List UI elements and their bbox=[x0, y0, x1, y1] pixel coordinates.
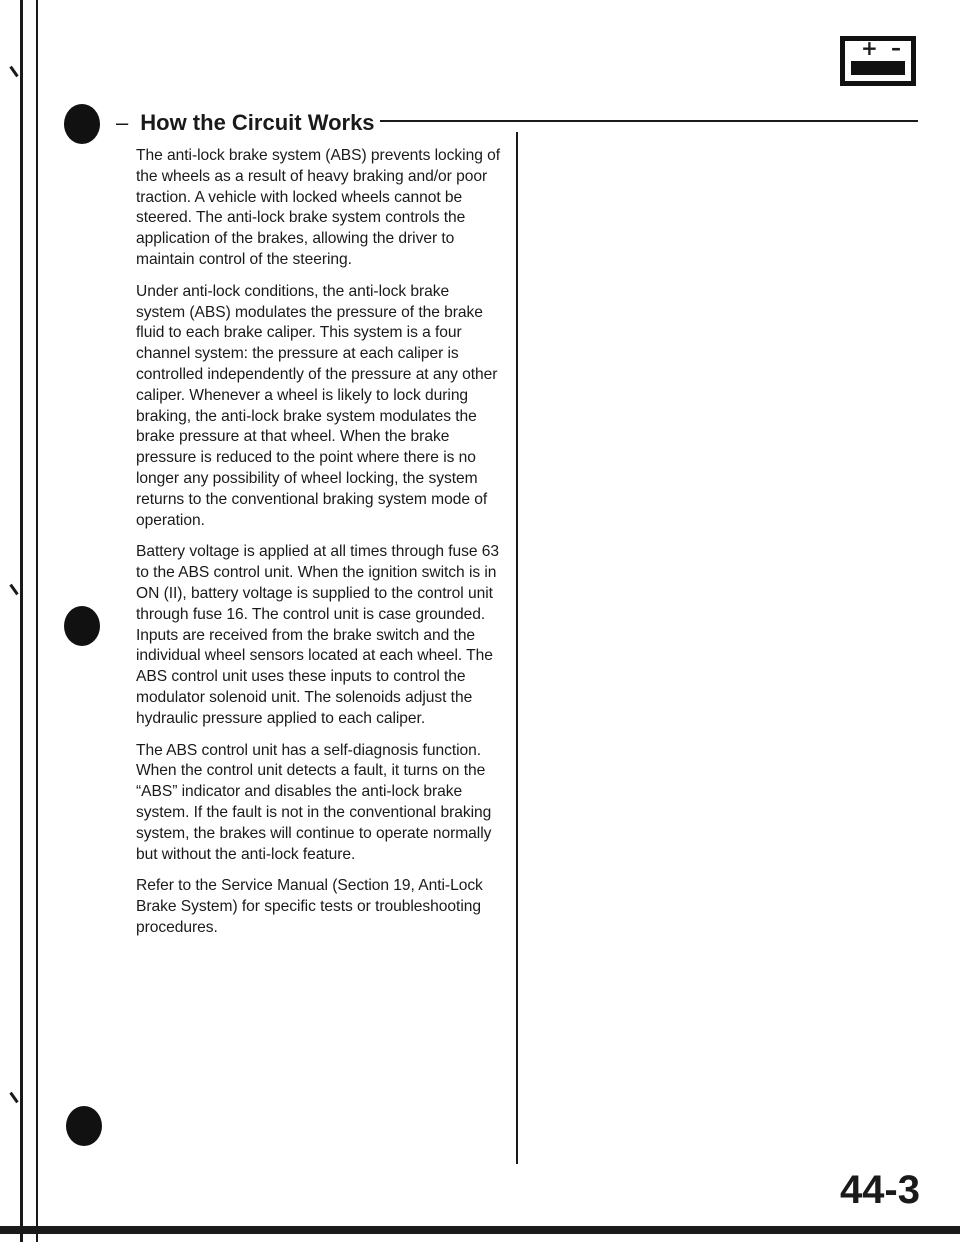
paragraph-abs-overview: The anti-lock brake system (ABS) prevents locking of the wheels as a result of heavy braking and/or poor traction. A vehicle with locked wheels cannot be steered. The anti-lock brake system controls the application of the brakes, allowing the driver to maintain control of the steering. bbox=[136, 147, 500, 268]
binder-hole-bottom bbox=[66, 1106, 102, 1146]
section-heading bbox=[116, 110, 375, 136]
binder-tick bbox=[9, 66, 18, 78]
heading-dash: – bbox=[116, 110, 129, 135]
binder-tick bbox=[9, 1092, 18, 1104]
heading-rule bbox=[380, 120, 918, 122]
binder-hole-top bbox=[64, 104, 100, 144]
binder-margin-line-inner bbox=[36, 0, 38, 1242]
binder-tick bbox=[9, 584, 18, 596]
section-title: How the Circuit Works bbox=[140, 110, 375, 135]
paragraph-battery-voltage: Battery voltage is applied at all times through fuse 63 to the ABS control unit. When the ignition switch is in ON (II), battery voltage is supplied to the control unit through fuse 16. The control unit is case grounded. Inputs are received from the brake switch and the individual wheel sensors located at each wheel. The ABS control unit uses these inputs to control the modulator solenoid unit. The solenoids adjust the hydraulic pressure applied to each caliper. bbox=[136, 543, 500, 727]
battery-bar bbox=[851, 61, 905, 75]
binder-hole-middle bbox=[64, 606, 100, 646]
page-number: 44-3 bbox=[839, 1168, 920, 1212]
battery-minus-symbol: – bbox=[891, 36, 901, 60]
battery-icon bbox=[840, 36, 916, 86]
body-text bbox=[136, 146, 502, 950]
paragraph-self-diagnosis: The ABS control unit has a self-diagnosis function. When the control unit detects a fault, it turns on the “ABS” indicator and disables the anti-lock brake system. If the fault is not in the conventional braking system, the brakes will continue to operate normally but without the anti-lock feature. bbox=[136, 741, 492, 863]
binder-margin-line bbox=[20, 0, 23, 1242]
paragraph-service-manual-ref: Refer to the Service Manual (Section 19, Anti-Lock Brake System) for specific tests or troubleshooting procedures. bbox=[136, 877, 483, 936]
paragraph-anti-lock-conditions: Under anti-lock conditions, the anti-lock brake system (ABS) modulates the pressure of the brake fluid to each brake caliper. This system is a four channel system: the pressure at each caliper is controlled independently of the pressure at any other caliper. Whenever a wheel is likely to lock during braking, the anti-lock brake system modulates the brake pressure at that wheel. When the brake pressure is reduced to the point where there is no longer any possibility of wheel locking, the system returns to the conventional braking system mode of operation. bbox=[136, 282, 498, 529]
battery-plus-symbol: + bbox=[861, 36, 878, 60]
bottom-rule bbox=[0, 1226, 960, 1234]
column-divider bbox=[516, 132, 518, 1164]
